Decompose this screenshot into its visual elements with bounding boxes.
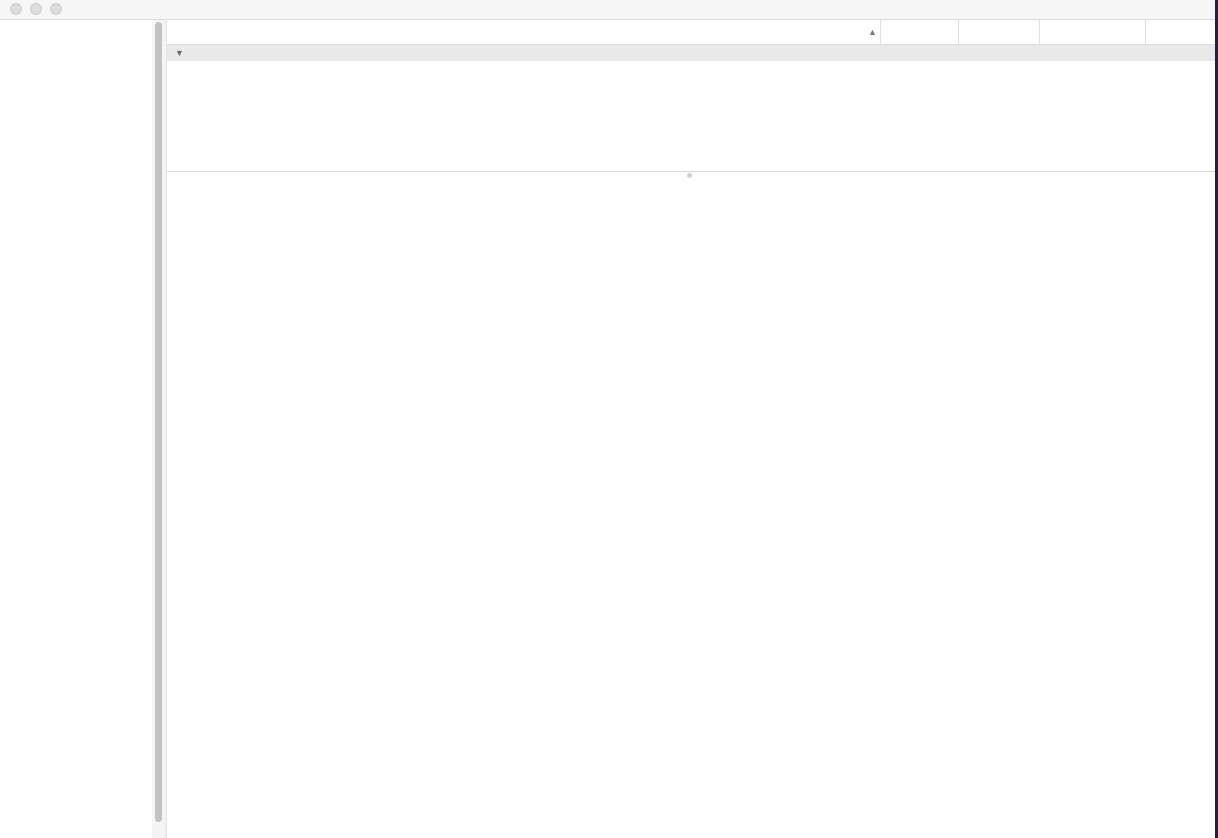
zoom-window-button[interactable]: [50, 3, 62, 15]
sidebar-scrollbar-thumb[interactable]: [155, 22, 162, 822]
sort-ascending-icon: ▲: [868, 27, 877, 37]
column-header-size[interactable]: [880, 20, 885, 44]
detail-pane: [167, 181, 1215, 838]
column-header-status[interactable]: [1145, 20, 1150, 44]
column-header-speed[interactable]: [1039, 20, 1044, 44]
table-header: [167, 20, 1215, 45]
column-header-type[interactable]: [958, 20, 963, 44]
table-group-memory-slots[interactable]: [167, 45, 1215, 61]
disclosure-triangle-icon[interactable]: ▼: [175, 48, 184, 58]
pane-splitter[interactable]: [167, 171, 1215, 180]
close-window-button[interactable]: [10, 3, 22, 15]
splitter-handle-icon[interactable]: [687, 173, 692, 178]
memory-slot-table: [167, 20, 1215, 172]
sidebar: [0, 20, 153, 838]
title-bar: [0, 0, 1215, 20]
minimize-window-button[interactable]: [30, 3, 42, 15]
sidebar-scrollbar[interactable]: [152, 20, 167, 838]
